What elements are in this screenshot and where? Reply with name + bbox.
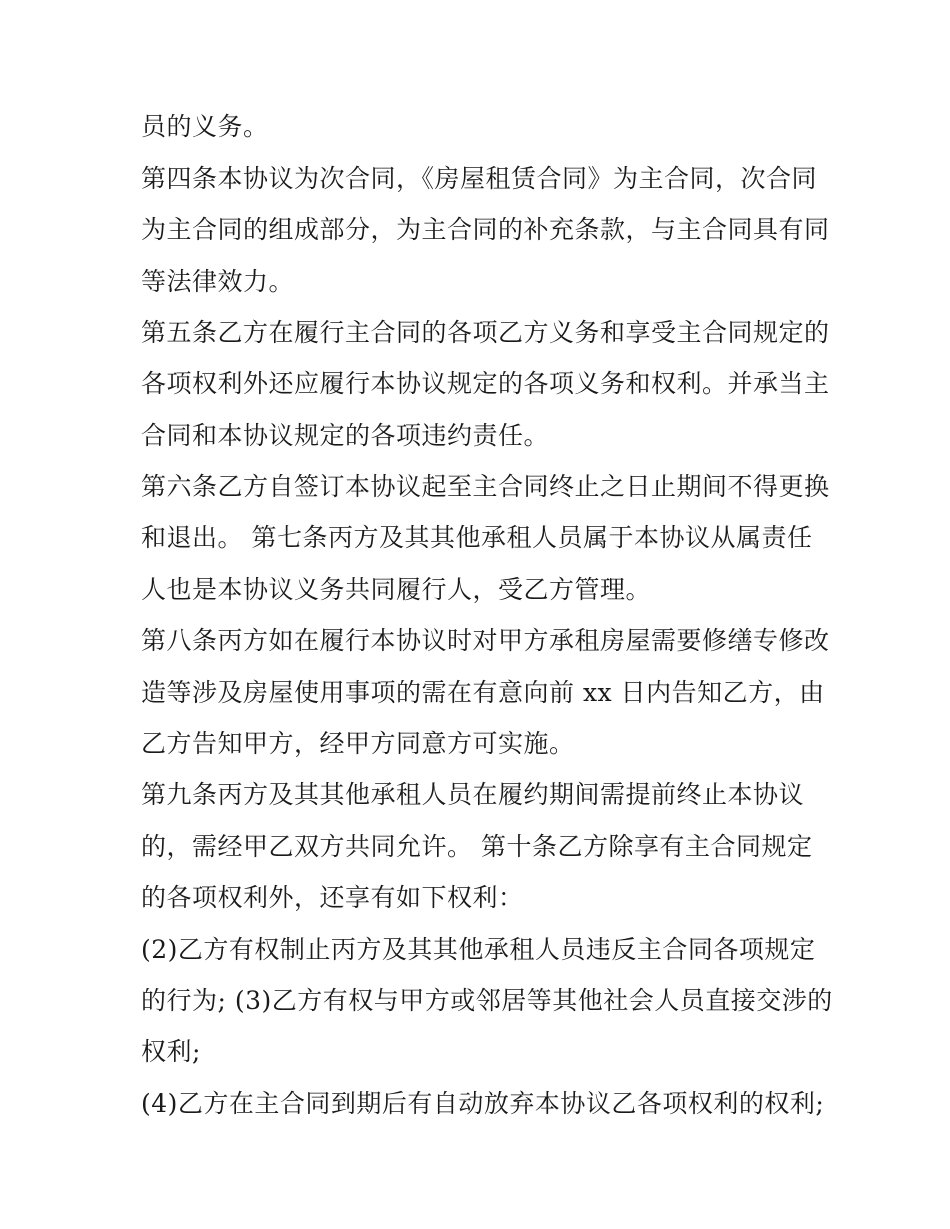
text-line: 和退出。 第七条丙方及其其他承租人员属于本协议从属责任 [141,523,813,552]
text-line: 人也是本协议义务共同履行人，受乙方管理。 [141,575,652,604]
text-line: 合同和本协议规定的各项违约责任。 [141,421,550,450]
text-line: 第五条乙方在履行主合同的各项乙方义务和享受主合同规定的 [141,318,830,347]
text-line: 各项权利外还应履行本协议规定的各项义务和权利。并承当主 [141,369,830,398]
text-line: 第六条乙方自签订本协议起至主合同终止之日止期间不得更换 [141,472,830,501]
text-line: (2)乙方有权制止丙方及其其他承租人员违反主合同各项规定 [141,935,816,964]
text-line: 第九条丙方及其其他承租人员在履约期间需提前终止本协议 [141,780,805,809]
text-line: 造等涉及房屋使用事项的需在有意向前 xx 日内告知乙方，由 [141,678,825,707]
text-line: 乙方告知甲方，经甲方同意方可实施。 [141,729,575,758]
text-line: 的各项权利外，还享有如下权利： [141,883,524,912]
text-line: 权利; [141,1037,201,1066]
text-line: 的行为; (3)乙方有权与甲方或邻居等其他社会人员直接交涉的 [141,986,833,1015]
text-line: 为主合同的组成部分，为主合同的补充条款，与主合同具有同 [141,215,830,244]
text-line: 第四条本协议为次合同，《房屋租赁合同》为主合同，次合同 [141,164,818,193]
text-line: 的，需经甲乙双方共同允许。 第十条乙方除享有主合同规定 [141,832,813,861]
text-line: 员的义务。 [141,112,269,141]
text-line: 第八条丙方如在履行本协议时对甲方承租房屋需要修缮专修改 [141,626,830,655]
text-line: (4)乙方在主合同到期后有自动放弃本协议乙各项权利的权利; [141,1089,825,1118]
text-line: 等法律效力。 [141,267,295,296]
